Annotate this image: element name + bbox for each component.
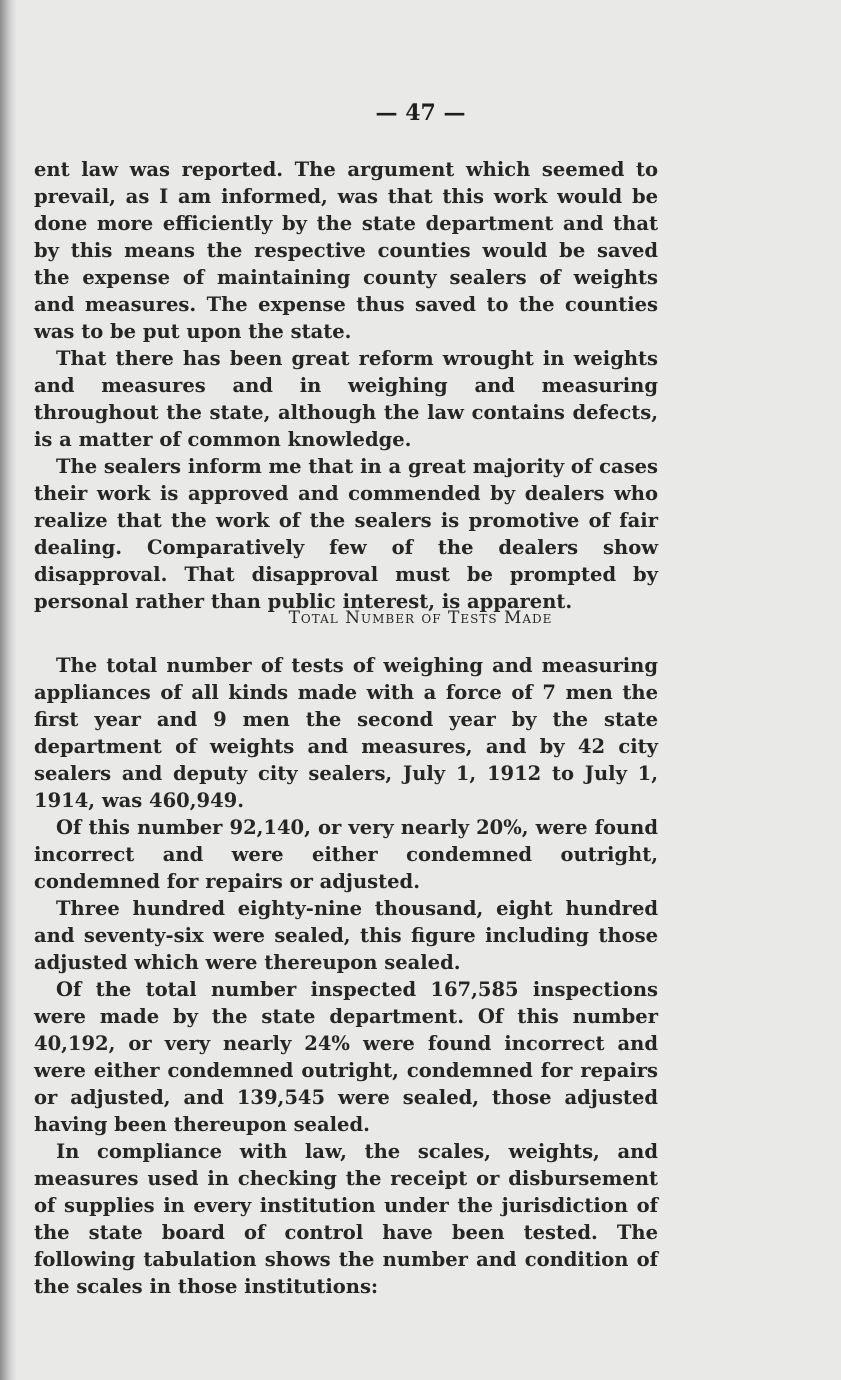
paragraph: The total number of tests of weighing and measuring appliances of all kinds made with a force of 7 men the first year and 9 men the second year by the state department of weights and measures, and by 42 city sealers and deputy city sealers, July 1, 1912 to July 1, 1914, was 460,949. — [34, 654, 658, 812]
paragraph: Of the total number inspected 167,585 inspections were made by the state department. Of this number 40,192, or very nearly 24% were found incorrect and were either condemned outright, condemned for repairs or adjusted, and 139,545 were sealed, those adjusted having been thereupon sealed. — [34, 978, 658, 1136]
paragraph: That there has been great reform wrought in weights and measures and in weighing and measuring throughout the state, although the law contains defects, is a matter of common knowledge. — [34, 347, 658, 451]
page-number: — 47 — — [375, 100, 466, 126]
section-heading: Total Number of Tests Made — [288, 608, 553, 628]
paragraph: The sealers inform me that in a great majority of cases their work is approved and commended by dealers who realize that the work of the sealers is promotive of fair dealing. Comparatively few of the dealers show disapproval. That disapproval must be prompted by personal rather than public interest, is apparent. — [34, 455, 658, 613]
paragraph: In compliance with law, the scales, weights, and measures used in checking the receipt or disbursement of supplies in every institution under the jurisdiction of the state board of control have been tested. The following tabulation shows the number and condition of the scales in those institutions: — [34, 1140, 658, 1298]
paragraph: Of this number 92,140, or very nearly 20%, were found incorrect and were either condemned outright, condemned for repairs or adjusted. — [34, 816, 658, 893]
paragraph: ent law was reported. The argument which seemed to prevail, as I am informed, was that this work would be done more efficiently by the state department and that by this means the respective counties would be saved the expense of maintaining county sealers of weights and measures. The expense thus saved to the counties was to be put upon the state. — [34, 158, 658, 343]
section-two — [34, 652, 658, 1300]
section-one — [34, 156, 658, 615]
paragraph: Three hundred eighty-nine thousand, eight hundred and seventy-six were sealed, this figure including those adjusted which were thereupon sealed. — [34, 897, 658, 974]
